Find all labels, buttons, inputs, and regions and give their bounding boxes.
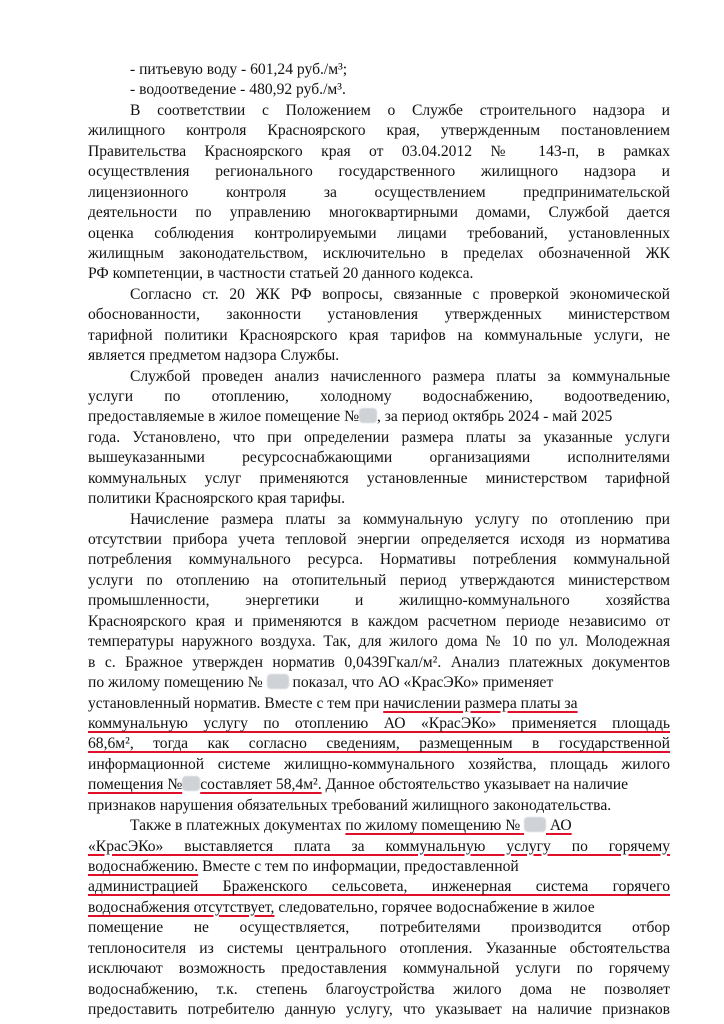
text-fragment: Данное обстоятельство указывает на наличие [321,776,629,794]
text-line: коммунальных услуг применяются установленные министерством тарифной [88,469,670,487]
text-line: отсутствии прибора учета тепловой энергии определяется исходя из норматива [88,531,670,548]
text-line: промышленности, энергетики и жилищно-коммунального хозяйства [88,592,670,610]
text-fragment: АО [549,817,572,835]
paragraph-first-line: Службой проведен анализ начисленного размера платы за коммунальные [130,367,670,385]
redaction-mark [524,817,546,832]
text-fragment: Вместе с тем по информации, предоставленной [198,858,519,875]
text-line: потребления коммунального ресурса. Нормативы потребления коммунальной [88,551,670,569]
redaction-mark [182,776,200,791]
text-fragment: составляет 58,4м². [200,776,322,794]
text-line [88,775,670,795]
text-line: водоснабжению, т.к. степень благоустройства жилого дома не позволяет [88,980,670,998]
text-line: Правительства Красноярского края от 03.04.2012 № 143-п, в рамках [88,142,670,160]
paragraph-first-line: Согласно ст. 20 ЖК РФ вопросы, связанные с проверкой экономической [130,285,670,303]
text-line: услуги по отоплению на отопительный период утверждаются министерством [88,571,670,589]
highlighted-text-line: «КрасЭКо» выставляется плата за коммунальную услугу по горячему [88,837,670,855]
highlighted-text [88,776,322,793]
text-line: вышеуказанными ресурсоснабжающими организациями исполнителями [88,449,670,467]
text-fragment: установленный норматив. Вместе с тем при [88,694,384,712]
highlighted-text-line: администрацией Браженского сельсовета, инженерная система горячего [88,878,670,896]
text-line: года. Установлено, что при определении размера платы за указанные услуги [88,428,670,446]
paragraph-first-line: В соответствии с Положением о Службе строительного надзора и [130,101,670,119]
paragraph-first-line [130,816,670,836]
highlighted-text: начислении размера платы за [383,694,578,712]
text-line: - питьевую воду - 601,24 руб./м³; [130,61,348,78]
text-line: политики Красноярского края тарифы. [88,490,346,508]
text-line: жилищным законодательством, исключительно в пределах обозначенной ЖК [88,244,670,262]
text-line: РФ компетенции, в частности статьей 20 данного кодекса. [88,265,474,283]
text-line: деятельности по управлению многоквартирными домами, Службой дается [88,204,670,221]
text-line: помещение не осуществляется, потребителями производится отбор [88,919,670,937]
text-fragment: показал, что АО «КрасЭКо» применяет [292,674,554,691]
text-fragment: по жилому помещению № [345,817,521,835]
text-fragment: Также в платежных документах [130,817,346,835]
text-line: осуществления регионального государственного жилищного надзора и [88,163,670,181]
text-fragment: , за период октябрь 2024 - май 2025 [376,408,613,426]
text-line: в с. Бражное утвержден норматив 0,0439Гкал/м². Анализ платежных документов [88,653,670,671]
text-line: жилищного контроля Красноярского края, утвержденным постановлением [88,122,670,140]
text-line: Красноярского края и применяются в каждом расчетном периоде независимо от [88,612,670,630]
text-fragment: помещения № [88,776,183,794]
text-line: оценка соблюдения контролируемыми лицами требований, установленных [88,224,670,242]
highlighted-text-line: коммунальную услугу по отоплению АО «КрасЭКо» применяется площадь [88,714,670,732]
text-line: предоставить потребителю данную услугу, что указывает на наличие признаков [88,1001,670,1018]
highlighted-text-line: 68,6м², тогда как согласно сведениям, размещенным в государственной [88,735,670,753]
text-line [88,673,670,693]
text-line: является предметом надзора Службы. [88,347,340,365]
text-fragment: по жилому помещению № [88,674,263,691]
redaction-mark [359,408,377,423]
text-fragment: предоставляемые в жилое помещение № [88,408,359,426]
text-line [88,857,670,877]
text-line: теплоносителя из системы центрального отопления. Указанные обстоятельства [88,939,670,957]
redaction-mark [267,674,289,689]
text-fragment: следовательно, горячее водоснабжение в жилое [274,898,595,916]
text-line: признаков нарушения обязательных требований жилищного законодательства. [88,796,612,814]
text-line: информационной системе жилищно-коммунального хозяйства, площадь жилого [88,755,670,773]
text-line [88,898,670,918]
text-line [88,407,670,427]
text-line: обоснованности, законности установления утвержденных министерством [88,306,670,324]
highlighted-text: водоснабжению. [88,858,199,875]
text-line: тарифной политики Красноярского края тарифов на коммунальные услуги, не [88,326,670,344]
text-line: температуры наружного воздуха. Так, для жилого дома № 10 по ул. Молодежная [88,633,670,651]
text-line: - водоотведение - 480,92 руб./м³. [130,81,346,99]
text-line: лицензионного контроля за осуществлением предпринимательской [88,183,670,201]
text-line [88,694,670,714]
text-line: исключают возможность предоставления коммунальной услуги по горячему [88,960,670,978]
highlighted-text: водоснабжения отсутствует, [88,898,275,916]
highlighted-text [345,817,571,834]
paragraph-first-line: Начисление размера платы за коммунальную услугу по отоплению при [130,510,670,528]
text-line: услуги по отоплению, холодному водоснабжению, водоотведению, [88,388,670,405]
